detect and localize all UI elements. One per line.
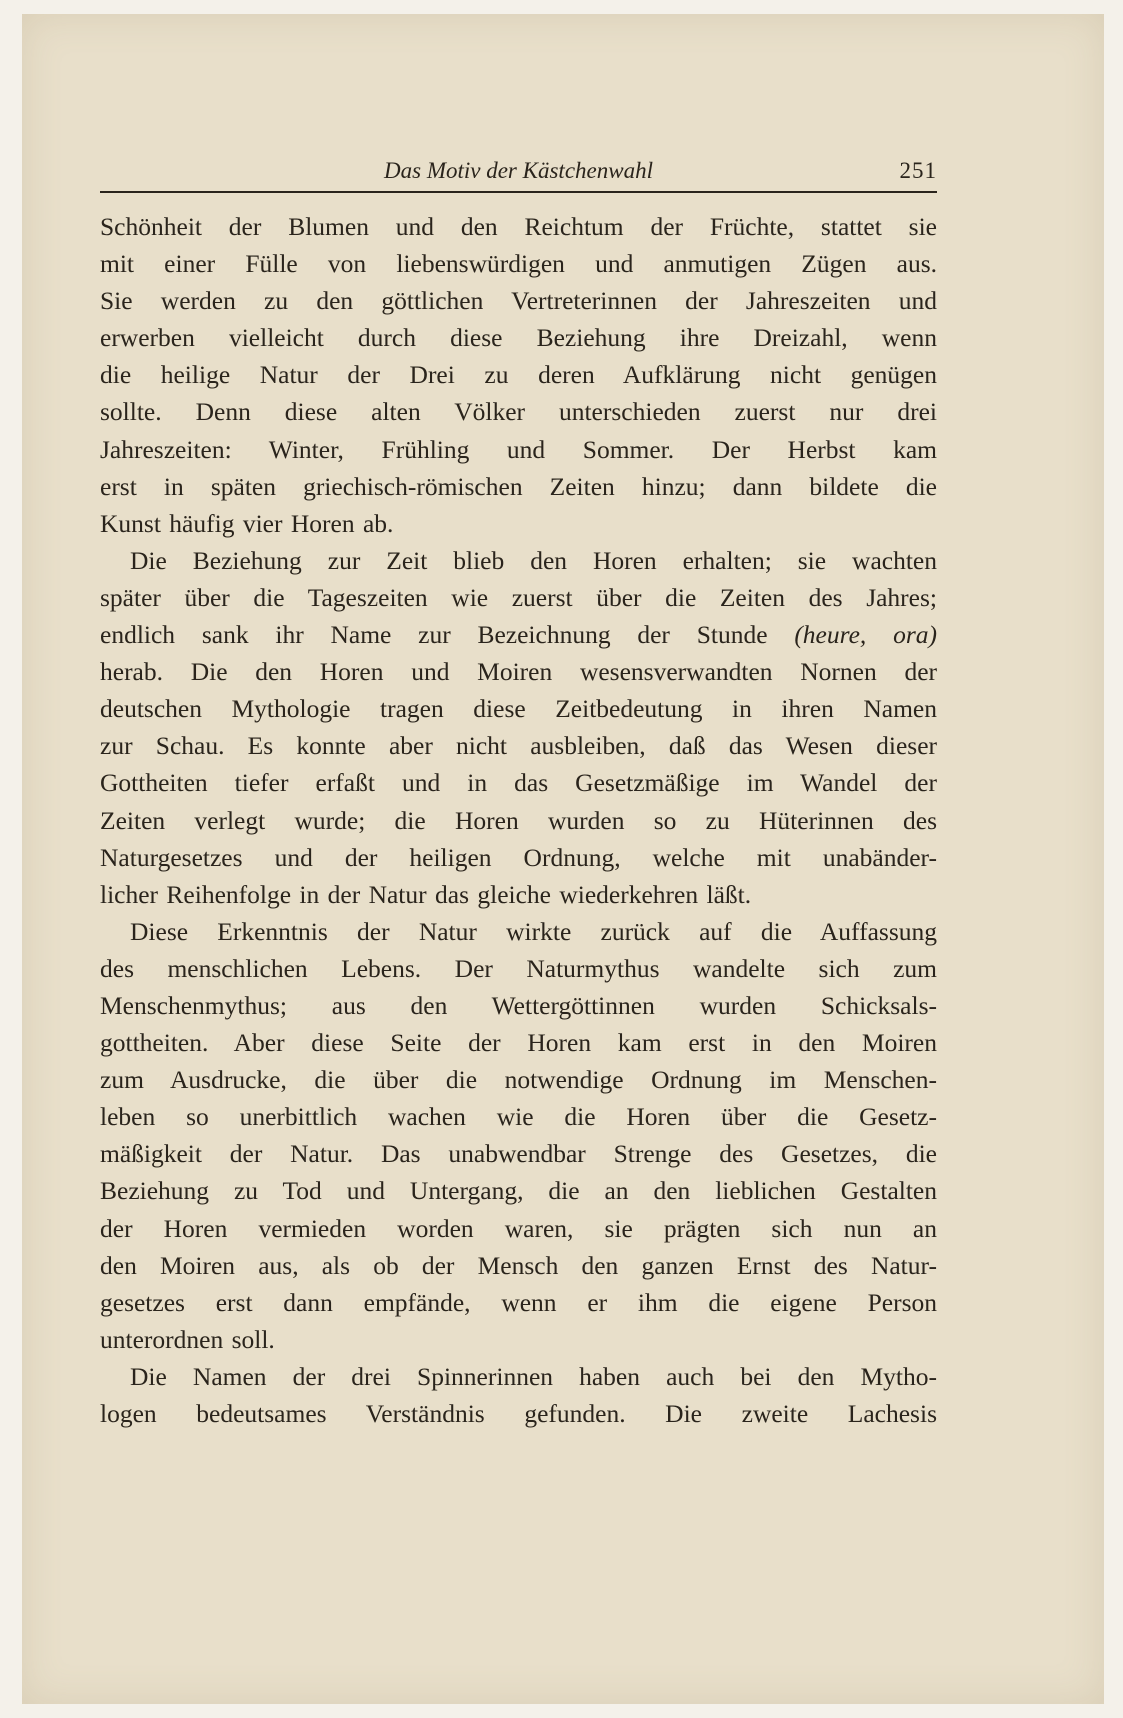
text-line: Naturgesetzes und der heiligen Ordnung, welche mit unabänder- [100,842,937,872]
text-line: logen bedeutsames Verständnis gefunden. Die zweite Lachesis [100,1399,937,1428]
text-line: Schönheit der Blumen und den Reichtum der Früchte, stattet sie [100,212,937,241]
text-line: Beziehung zu Tod und Untergang, die an den lieblichen Gestalten [100,1176,937,1206]
text-line: erst in späten griechisch-römischen Zeiten hinzu; dann bildete die [100,471,937,501]
body-text [100,208,937,1432]
text-line: die heilige Natur der Drei zu deren Aufklärung nicht genügen [100,360,937,390]
text-line: sollte. Denn diese alten Völker unterschieden zuerst nur drei [100,397,937,427]
text-line: Gottheiten tiefer erfaßt und in das Gesetzmäßige im Wandel der [100,768,937,798]
paragraph [100,913,937,1358]
text-line: Jahreszeiten: Winter, Frühling und Sommer. Der Herbst kam [100,434,937,464]
text-line: Die Beziehung zur Zeit blieb den Horen erhalten; sie wachten [130,545,937,575]
header-rule [100,191,937,193]
text-line: Diese Erkenntnis der Natur wirkte zurück auf die Auffassung [130,916,937,946]
text-line: Sie werden zu den göttlichen Vertreterinnen der Jahreszeiten und [100,286,937,316]
text-line: unterordnen soll. [100,1324,275,1354]
text-line: deutschen Mythologie tragen diese Zeitbedeutung in ihren Namen [100,694,937,724]
text-line: Zeiten verlegt wurde; die Horen wurden so zu Hüterinnen des [100,805,937,835]
text-line: Die Namen der drei Spinnerinnen haben auch bei den Mytho- [130,1361,937,1391]
paragraph [100,542,937,913]
running-header [100,158,937,188]
text-line: später über die Tageszeiten wie zuerst über die Zeiten des Jahres; [100,582,937,612]
text-line [100,616,937,653]
text-line: leben so unerbittlich wachen wie die Horen über die Gesetz- [100,1102,937,1132]
text-line: erwerben vielleicht durch diese Beziehung ihre Dreizahl, wenn [100,323,937,353]
text-line: herab. Die den Horen und Moiren wesensverwandten Nornen der [100,657,937,687]
running-title: Das Motiv der Kästchenwahl [384,158,653,183]
text-line: zum Ausdrucke, die über die notwendige Ordnung im Menschen- [100,1065,937,1095]
text-line: Menschenmythus; aus den Wettergöttinnen wurden Schicksals- [100,990,937,1020]
italic-phrase: (heure, ora) [794,620,937,650]
text-line: mäßigkeit der Natur. Das unabwendbar Strenge des Gesetzes, die [100,1139,937,1169]
text-line: gesetzes erst dann empfände, wenn er ihm die eigene Person [100,1287,937,1317]
text-line: zur Schau. Es konnte aber nicht ausbleiben, daß das Wesen dieser [100,731,937,761]
text-line: des menschlichen Lebens. Der Naturmythus wandelte sich zum [100,953,937,983]
text-line: den Moiren aus, als ob der Mensch den ganzen Ernst des Natur- [100,1250,937,1280]
paragraph [100,208,937,542]
text-line: licher Reihenfolge in der Natur das gleiche wiederkehren läßt. [100,879,752,909]
text-segment: endlich sank ihr Name zur Bezeichnung der Stunde [100,620,795,650]
text-line: Kunst häufig vier Horen ab. [100,508,394,538]
text-line: der Horen vermieden worden waren, sie prägten sich nun an [100,1213,937,1243]
paragraph [100,1358,937,1432]
text-line: mit einer Fülle von liebenswürdigen und anmutigen Zügen aus. [100,249,937,279]
text-line: gottheiten. Aber diese Seite der Horen kam erst in den Moiren [100,1028,937,1058]
page-number: 251 [899,158,937,183]
